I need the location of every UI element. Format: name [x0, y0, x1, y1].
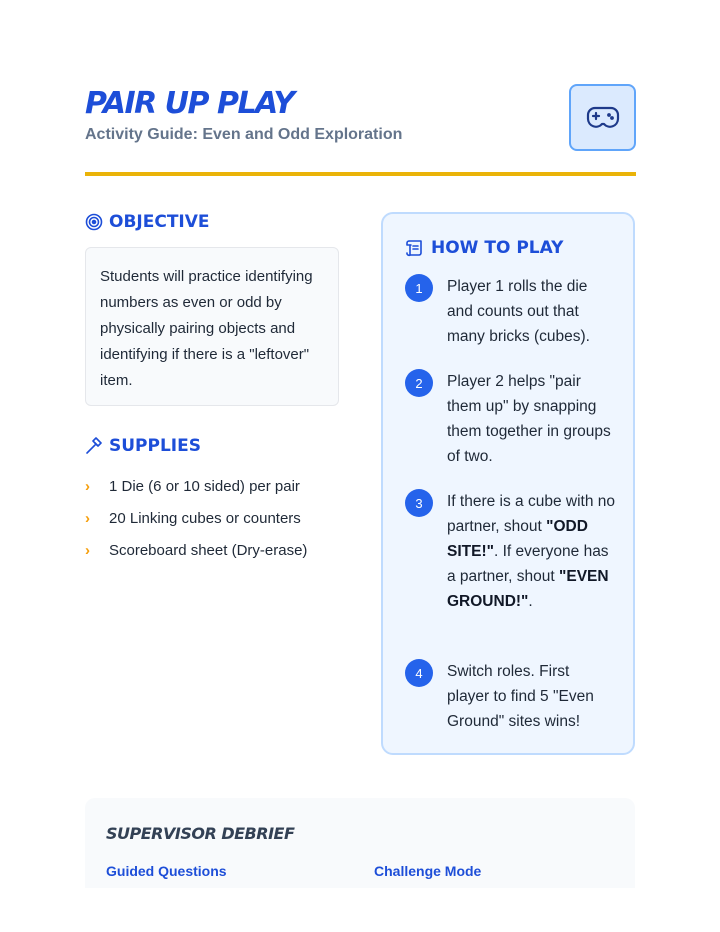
odd-callout: "ODD SITE!"	[447, 518, 588, 560]
challenge-mode-heading: Challenge Mode	[374, 863, 482, 879]
page-title: PAIR UP PLAY	[85, 86, 294, 121]
list-item	[85, 470, 307, 502]
header	[85, 84, 636, 176]
step-1	[405, 274, 615, 349]
header-divider	[85, 172, 636, 176]
objective-card	[85, 247, 339, 406]
objective-text: Students will practice identifying numbers as even or odd by physically pairing objects and identifying if there is a "leftover" item.	[100, 268, 313, 389]
step-3	[405, 489, 615, 614]
step-number: 3	[405, 489, 433, 517]
step-4	[405, 659, 615, 734]
step-text	[447, 489, 615, 614]
step-text: Player 1 rolls the die and counts out that many bricks (cubes).	[447, 278, 590, 345]
objective-heading-label: OBJECTIVE	[109, 212, 210, 232]
step-text-part: . If everyone has a partner, shout	[447, 543, 609, 585]
supplies-heading	[85, 436, 201, 456]
page-bottom-mask	[0, 888, 720, 932]
step-number: 1	[405, 274, 433, 302]
how-to-play-heading	[405, 238, 563, 258]
chevron-right-icon: ›	[85, 477, 90, 495]
supplies-list	[85, 470, 307, 566]
gamepad-badge	[569, 84, 636, 151]
step-text-part: If there is a cube with no partner, shout	[447, 493, 616, 535]
target-icon	[85, 213, 103, 231]
step-text: Player 2 helps "pair them up" by snapping them together in groups of two.	[447, 373, 611, 465]
supplies-heading-label: SUPPLIES	[109, 436, 201, 456]
list-item	[85, 534, 307, 566]
guided-questions-heading: Guided Questions	[106, 863, 227, 879]
supply-label: 20 Linking cubes or counters	[109, 509, 301, 527]
how-to-play-heading-label: HOW TO PLAY	[431, 238, 564, 258]
step-number: 2	[405, 369, 433, 397]
gamepad-icon	[586, 105, 620, 131]
supply-label: 1 Die (6 or 10 sided) per pair	[109, 477, 300, 495]
step-2	[405, 369, 615, 469]
supply-label: Scoreboard sheet (Dry-erase)	[109, 541, 308, 559]
even-callout: "EVEN GROUND!"	[447, 568, 609, 610]
step-text: Switch roles. First player to find 5 "Even Ground" sites wins!	[447, 663, 594, 730]
list-item	[85, 502, 307, 534]
how-to-play-card	[381, 212, 635, 755]
objective-heading	[85, 212, 210, 232]
chevron-right-icon: ›	[85, 509, 90, 527]
debrief-title: SUPERVISOR DEBRIEF	[106, 824, 295, 843]
step-number: 4	[405, 659, 433, 687]
chevron-right-icon: ›	[85, 541, 90, 559]
scroll-icon	[405, 239, 425, 257]
step-text-part: .	[528, 593, 533, 610]
page-subtitle: Activity Guide: Even and Odd Exploration	[85, 126, 403, 143]
hammer-icon	[85, 437, 103, 455]
